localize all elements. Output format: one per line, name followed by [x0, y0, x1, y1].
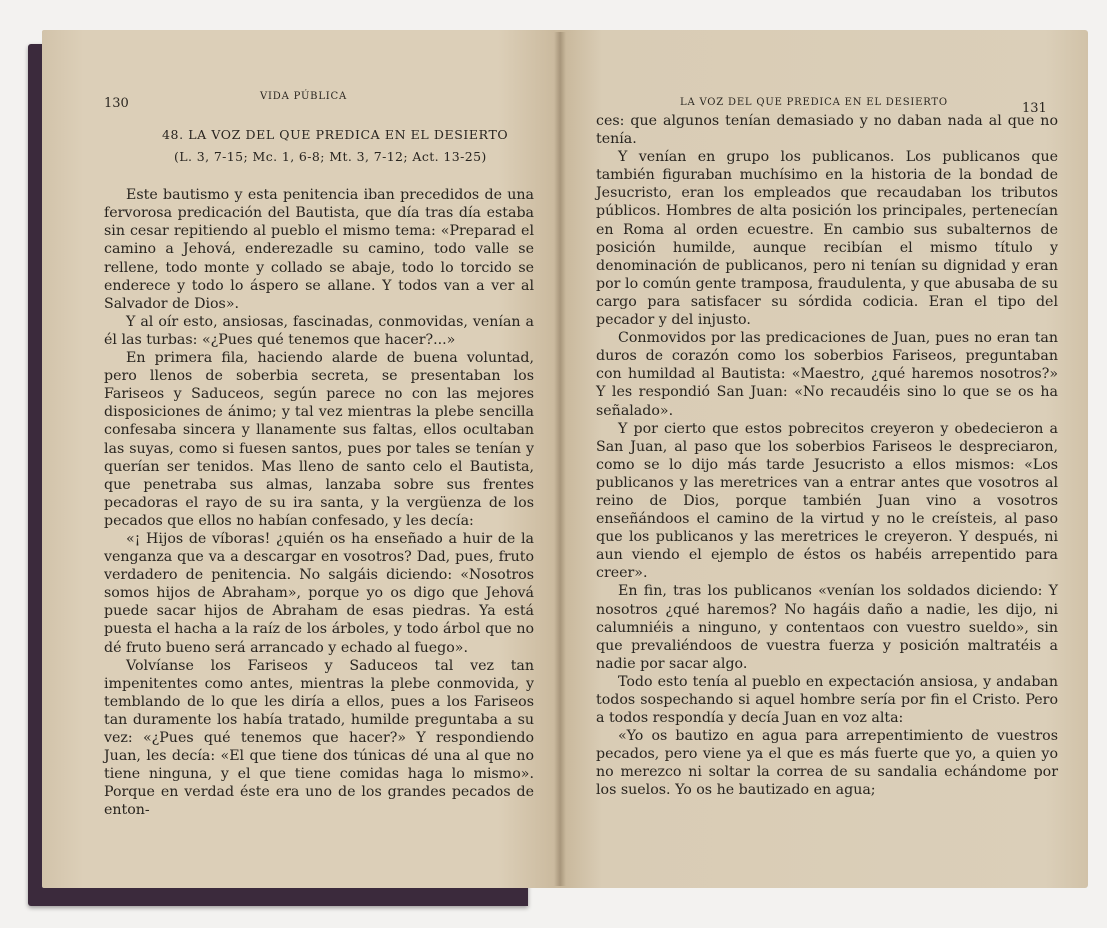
- paragraph: Todo esto tenía al pueblo en expectación ansiosa, y andaban todos sospechando si aquel hombre sería por fin el Cristo. Pero a todos respondía y decía Juan en voz alta:: [596, 673, 1058, 727]
- paragraph: Y por cierto que estos pobrecitos creyeron y obedecieron a San Juan, al paso que los soberbios Fariseos le despreciaron, como se lo dijo más tarde Jesucristo a ellos mismos: «Los publicanos y las meretrices van a entrar antes que vosotros al reino de Dios, porque también Juan vino a vosotros enseñándoos el camino de la virtud y no le creísteis, al paso que los publicanos y las meretrices le creyeron. Y después, ni aun viendo el ejemplo de éstos os habéis arrepentido para creer».: [596, 420, 1058, 582]
- paragraph: En fin, tras los publicanos «venían los soldados diciendo: Y nosotros ¿qué haremos? No hagáis daño a nadie, les dijo, ni calumniéis a ninguno, y contentaos con vuestro sueldo», sin que prevaliéndoos de vuestra fuerza y posición maltratéis a nadie por sacar algo.: [596, 583, 1058, 672]
- left-page-number: 130: [104, 96, 129, 111]
- paragraph: Y venían en grupo los publicanos. Los publicanos que también figuraban muchísimo en la historia de la bondad de Jesucristo, eran los empleados que recaudaban los tributos públicos. Hombres de alta posición los principales, pertenecían en Roma al orden ecuestre. En cambio sus subalternos de posición humilde, aunque recibían el mismo título y denominación de publicanos, pero ni tenían su dignidad y eran por lo común gente tramposa, fraudulenta, y que abusaba de su cargo para satisfacer su sórdida codicia. Eran el tipo del pecador y del injusto.: [596, 149, 1058, 329]
- paragraph: Volvíanse los Fariseos y Saduceos tal vez tan impenitentes como antes, mientras la plebe conmovida, y temblando de lo que les diría a ellos, pues a los Fariseos tan duramente los había tratado, humilde preguntaba a su vez: «¿Pues qué tenemos que hacer?» Y respondiendo Juan, les decía: «El que tiene dos túnicas dé una al que no tiene ninguna, y el que tiene comidas haga lo mismo». Porque en verdad éste era uno de los grandes pecados de enton-: [104, 657, 534, 819]
- book-gutter: [554, 32, 566, 886]
- paragraph: Y al oír esto, ansiosas, fascinadas, conmovidas, venían a él las turbas: «¿Pues qué tenemos que hacer?...»: [104, 313, 534, 348]
- right-running-head: LA VOZ DEL QUE PREDICA EN EL DESIERTO: [680, 97, 948, 108]
- paragraph: ces: que algunos tenían demasiado y no daban nada al que no tenía.: [596, 113, 1058, 148]
- paragraph: «¡ Hijos de víboras! ¿quién os ha enseñado a huir de la venganza que va a descargar en vosotros? Dad, pues, fruto verdadero de penitencia. No salgáis diciendo: «Nosotros somos hijos de Abraham», porque yo os digo que Jehová puede sacar hijos de Abraham de esas piedras. Ya está puesta el hacha a la raíz de los árboles, y todo árbol que no dé fruto bueno será arrancado y echado al fuego».: [104, 530, 534, 656]
- open-book: [28, 26, 1098, 912]
- left-page: [42, 30, 560, 888]
- left-running-head: VIDA PÚBLICA: [260, 91, 347, 102]
- paragraph: Este bautismo y esta penitencia iban precedidos de una fervorosa predicación del Bautista, que día tras día estaba sin cesar repitiendo al pueblo el mismo tema: «Preparad el camino a Jehová, enderezadle su camino, todo valle se rellene, todo monte y collado se abaje, todo lo torcido se enderece y todo lo áspero se allane. Y todos van a ver al Salvador de Dios».: [104, 187, 534, 312]
- paragraph: «Yo os bautizo en agua para arrepentimiento de vuestros pecados, pero viene ya el que es más fuerte que yo, a quien yo no merezco ni soltar la correa de su sandalia echándome por los suelos. Yo os he bautizado en agua;: [596, 728, 1058, 799]
- left-page-text: [104, 126, 534, 819]
- paragraph: Conmovidos por las predicaciones de Juan, pues no eran tan duros de corazón como los soberbios Fariseos, preguntaban con humildad al Bautista: «Maestro, ¿qué haremos nosotros?» Y les respondió San Juan: «No recaudéis sino lo que se os ha señalado».: [596, 330, 1058, 419]
- paragraph: En primera fila, haciendo alarde de buena voluntad, pero llenos de soberbia secreta, se presentaban los Fariseos y Saduceos, según parece no con las mejores disposiciones de ánimo; y tal vez mientras la plebe sencilla confesaba sincera y llanamente sus faltas, ellos ocultaban las suyas, como si fuesen santos, pues por tales se tenían y querían ser tenidos. Mas lleno de santo celo el Bautista, que penetraba sus almas, lanzaba sobre sus frentes pecadoras el rayo de su ira santa, y la vergüenza de los pecados que ellos no habían confesado, y les decía:: [104, 350, 534, 529]
- section-title: 48. LA VOZ DEL QUE PREDICA EN EL DESIERTO: [162, 127, 509, 142]
- right-page-text: [596, 112, 1058, 800]
- section-references: (L. 3, 7-15; Mc. 1, 6-8; Mt. 3, 7-12; Act. 13-25): [174, 149, 487, 165]
- right-page: [560, 30, 1088, 888]
- right-page-number: 131: [1022, 101, 1047, 116]
